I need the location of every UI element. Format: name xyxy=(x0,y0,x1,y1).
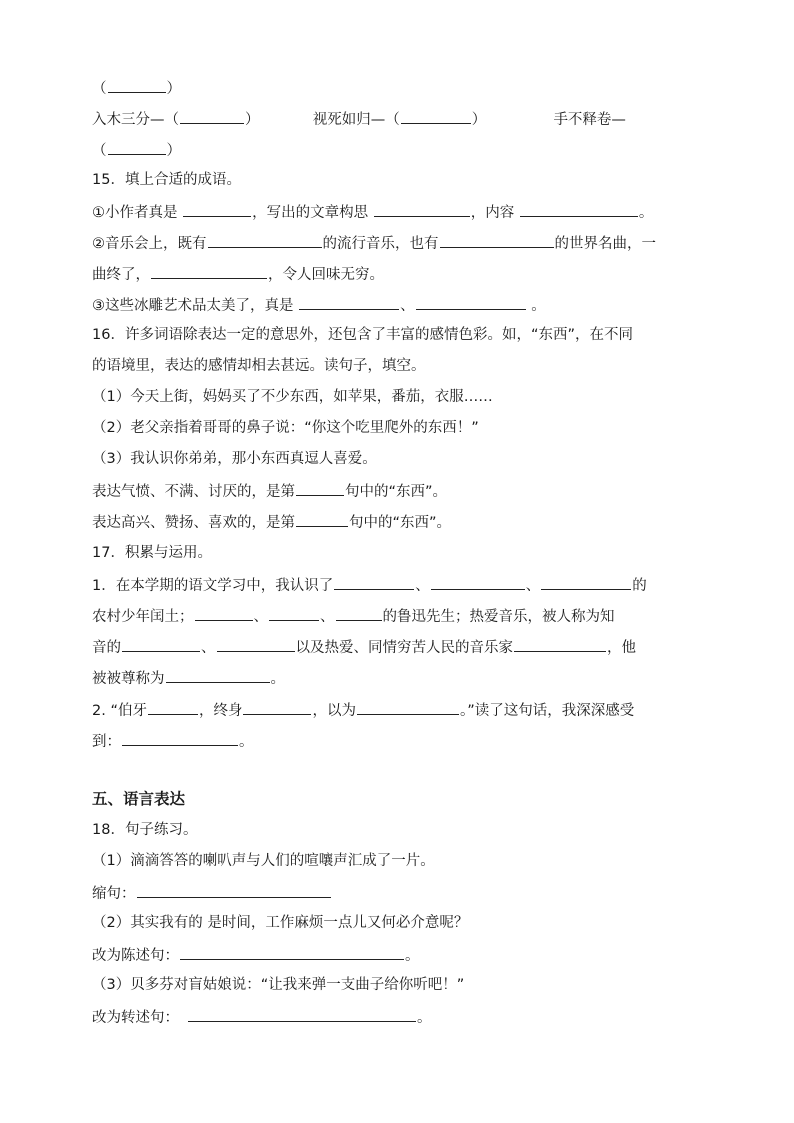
answer-blank[interactable] xyxy=(401,108,471,124)
text: 。 xyxy=(239,734,254,750)
text: 句中的“东西”。 xyxy=(345,484,448,500)
answer-blank[interactable] xyxy=(148,699,198,715)
q17-line-5 xyxy=(92,699,634,721)
text: 音的 xyxy=(92,640,121,656)
text: 被被尊称为 xyxy=(92,671,165,687)
text: 、 xyxy=(525,578,541,594)
answer-blank[interactable] xyxy=(269,605,319,621)
text: 。 xyxy=(526,298,546,314)
text: ，令人回味无穷。 xyxy=(268,267,384,283)
q16-sentence-3: （3）我认识你弟弟，那小东西真逗人喜爱。 xyxy=(92,451,377,467)
answer-blank[interactable] xyxy=(137,882,331,898)
text: ，内容 xyxy=(470,205,519,221)
section-heading-language-expression: 五、语言表达 xyxy=(92,790,186,808)
text: 以及热爱、同情穷苦人民的音乐家 xyxy=(295,640,513,656)
answer-blank[interactable] xyxy=(180,108,244,124)
paren-close: ） xyxy=(471,112,487,128)
text: ①小作者真是 xyxy=(92,205,183,221)
text: 缩句： xyxy=(92,886,136,902)
answer-blank[interactable] xyxy=(243,699,311,715)
q17-line-4 xyxy=(92,667,285,689)
answer-blank[interactable] xyxy=(336,605,382,621)
q17-line-2 xyxy=(92,605,615,627)
answer-blank[interactable] xyxy=(431,574,525,590)
q15-sentence-3 xyxy=(92,294,546,316)
q18-sentence-1: （1）滴滴答答的喇叭声与人们的喧嚷声汇成了一片。 xyxy=(92,853,435,869)
text: 曲终了， xyxy=(92,267,150,283)
text: 2. “伯牙 xyxy=(92,703,147,719)
text: 、 xyxy=(320,609,335,625)
text: 。 xyxy=(417,1010,432,1026)
text: ，终身 xyxy=(198,703,243,719)
q18-sentence-3: （3）贝多芬对盲姑娘说：“让我来弹一支曲子给你听吧！” xyxy=(92,977,465,993)
answer-blank[interactable] xyxy=(108,77,166,93)
answer-blank[interactable] xyxy=(514,636,606,652)
q17-line-3 xyxy=(92,636,636,658)
text: 的 xyxy=(632,578,647,594)
q15-title: 15．填上合适的成语。 xyxy=(92,172,241,188)
answer-blank[interactable] xyxy=(541,574,631,590)
q18-answer-3 xyxy=(92,1006,432,1028)
paren-close: ） xyxy=(166,81,181,97)
text: 1．在本学期的语文学习中，我认识了 xyxy=(92,578,334,594)
answer-blank[interactable] xyxy=(299,294,399,310)
q15-sentence-2 xyxy=(92,232,656,254)
text: ，他 xyxy=(607,640,636,656)
text: 改为陈述句： xyxy=(92,948,179,964)
text: 表达高兴、赞扬、喜欢的，是第 xyxy=(92,515,295,531)
q17-title: 17．积累与运用。 xyxy=(92,545,212,561)
text: 农村少年闰土； xyxy=(92,609,194,625)
text: ③这些冰雕艺术品太美了，真是 xyxy=(92,298,299,314)
text: 、 xyxy=(400,298,415,314)
answer-blank[interactable] xyxy=(180,944,404,960)
text: 改为转述句： xyxy=(92,1010,179,1026)
answer-blank[interactable] xyxy=(334,574,414,590)
idiom-shou-bu-shi-juan: 手不释卷— xyxy=(553,112,626,128)
answer-blank[interactable] xyxy=(296,511,348,527)
idiom-shi-si-ru-gui: 视死如归—（ xyxy=(312,112,400,128)
text: 的鲁迅先生；热爱音乐，被人称为知 xyxy=(382,609,615,625)
q18-answer-2 xyxy=(92,944,420,966)
text: 句中的“东西”。 xyxy=(349,515,452,531)
text: 、 xyxy=(201,640,216,656)
q18-answer-1 xyxy=(92,882,332,904)
answer-blank[interactable] xyxy=(122,730,238,746)
answer-blank[interactable] xyxy=(208,232,322,248)
answer-blank[interactable] xyxy=(183,201,251,217)
q15-sentence-1 xyxy=(92,201,653,223)
text: 。”读了这句话，我深深感受 xyxy=(459,703,635,719)
text: ，写出的文章构思 xyxy=(252,205,373,221)
idiom-line xyxy=(92,108,626,130)
answer-blank[interactable] xyxy=(166,667,270,683)
q16-answer-2 xyxy=(92,511,451,533)
text: 的世界名曲，一 xyxy=(554,236,656,252)
text: 。 xyxy=(270,671,285,687)
q15-sentence-2-cont xyxy=(92,263,384,285)
answer-blank[interactable] xyxy=(217,636,295,652)
paren-open: （ xyxy=(92,81,107,97)
q16-answer-1 xyxy=(92,480,447,502)
q16-title-1: 16．许多词语除表达一定的意思外，还包含了丰富的感情色彩。如，“东西”，在不同 xyxy=(92,327,633,343)
answer-blank[interactable] xyxy=(296,480,344,496)
paren-close: ） xyxy=(166,143,181,159)
q17-line-1 xyxy=(92,574,647,596)
answer-blank[interactable] xyxy=(122,636,200,652)
q17-line-6 xyxy=(92,730,254,752)
answer-blank[interactable] xyxy=(151,263,267,279)
answer-blank[interactable] xyxy=(195,605,253,621)
answer-blank[interactable] xyxy=(440,232,554,248)
answer-blank[interactable] xyxy=(416,294,526,310)
idiom-ru-mu-san-fen: 入木三分—（ xyxy=(92,112,179,128)
q18-title: 18．句子练习。 xyxy=(92,822,198,838)
text: 的流行音乐，也有 xyxy=(322,236,439,252)
q16-sentence-1: （1）今天上街，妈妈买了不少东西，如苹果，番茄，衣服…… xyxy=(92,389,493,405)
text: 、 xyxy=(253,609,268,625)
paren-open: （ xyxy=(92,143,107,159)
paren-line-2 xyxy=(92,139,181,161)
q16-title-2: 的语境里，表达的感情却相去甚远。读句子，填空。 xyxy=(92,358,426,374)
paren-close: ） xyxy=(245,112,260,128)
answer-blank[interactable] xyxy=(108,139,166,155)
answer-blank[interactable] xyxy=(188,1006,416,1022)
text: 、 xyxy=(415,578,430,594)
text: 。 xyxy=(638,205,654,221)
text: 。 xyxy=(405,948,420,964)
paren-line-1 xyxy=(92,77,181,99)
answer-blank[interactable] xyxy=(520,201,638,217)
text: ，以为 xyxy=(312,703,356,719)
text: ②音乐会上，既有 xyxy=(92,236,207,252)
answer-blank[interactable] xyxy=(374,201,470,217)
text: 表达气愤、不满、讨厌的，是第 xyxy=(92,484,295,500)
q16-sentence-2: （2）老父亲指着哥哥的鼻子说：“你这个吃里爬外的东西！” xyxy=(92,420,479,436)
q18-sentence-2: （2）其实我有的 是时间，工作麻烦一点儿又何必介意呢？ xyxy=(92,915,469,931)
text: 到： xyxy=(92,734,121,750)
answer-blank[interactable] xyxy=(357,699,459,715)
